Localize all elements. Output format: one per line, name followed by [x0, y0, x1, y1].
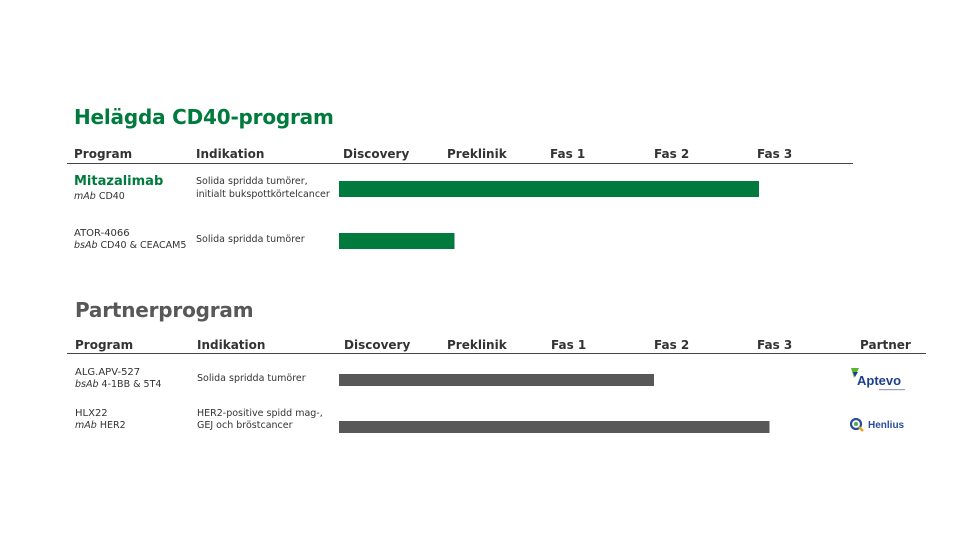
partner-row1-indication: Solida spridda tumörer — [197, 373, 306, 384]
partner-header-discovery: Discovery — [344, 338, 411, 352]
owned-header-discovery: Discovery — [343, 147, 410, 161]
henlius-logo-text: Henlius — [868, 419, 905, 431]
partner-header-program: Program — [75, 338, 134, 352]
henlius-mark-icon — [850, 418, 864, 432]
owned-row1-indication-line2: initialt bukspottkörtelcancer — [196, 189, 330, 200]
owned-header-fas2: Fas 2 — [654, 147, 690, 161]
partner-bar-1 — [339, 374, 654, 386]
partner-row2-name: HLX22 — [75, 408, 108, 419]
partner-bar-2 — [339, 421, 770, 433]
owned-header-fas3: Fas 3 — [757, 147, 793, 161]
partner-header-fas3: Fas 3 — [757, 338, 793, 352]
owned-bar-1 — [339, 181, 759, 197]
partner-row2-subtitle: mAb HER2 — [75, 420, 126, 431]
owned-row2-name: ATOR-4066 — [74, 228, 130, 239]
owned-section-title: Helägda CD40-program — [74, 105, 334, 129]
owned-row2-indication: Solida spridda tumörer — [196, 234, 305, 245]
partner-header-indication: Indikation — [197, 338, 266, 352]
partner-section-title: Partnerprogram — [75, 298, 254, 322]
partner-header-preklinik: Preklinik — [447, 338, 507, 352]
partner-row1-subtitle: bsAb 4-1BB & 5T4 — [75, 379, 162, 390]
owned-row1-subtitle: mAb CD40 — [74, 191, 125, 202]
partner-row2-indication-line1: HER2-positive spidd mag-, — [197, 408, 323, 419]
partner-row2-indication-line2: GEJ och bröstcancer — [197, 420, 293, 431]
owned-row2-subtitle: bsAb CD40 & CEACAM5 — [74, 240, 187, 251]
owned-header-indication: Indikation — [196, 147, 265, 161]
partner-header-fas2: Fas 2 — [654, 338, 690, 352]
owned-row1-name: Mitazalimab — [74, 174, 164, 189]
svg-text:Aptevo: Aptevo — [857, 373, 902, 388]
owned-row1-indication-line1: Solida spridda tumörer, — [196, 176, 308, 187]
partner-header-partner: Partner — [860, 338, 911, 352]
aptevo-logo — [849, 366, 911, 394]
partner-row1-name: ALG.APV-527 — [75, 367, 141, 378]
henlius-logo — [850, 417, 914, 433]
owned-header-preklinik: Preklinik — [447, 147, 507, 161]
owned-header-program: Program — [74, 147, 133, 161]
owned-bar-2 — [339, 233, 455, 249]
owned-header-fas1: Fas 1 — [550, 147, 586, 161]
partner-header-fas1: Fas 1 — [551, 338, 587, 352]
